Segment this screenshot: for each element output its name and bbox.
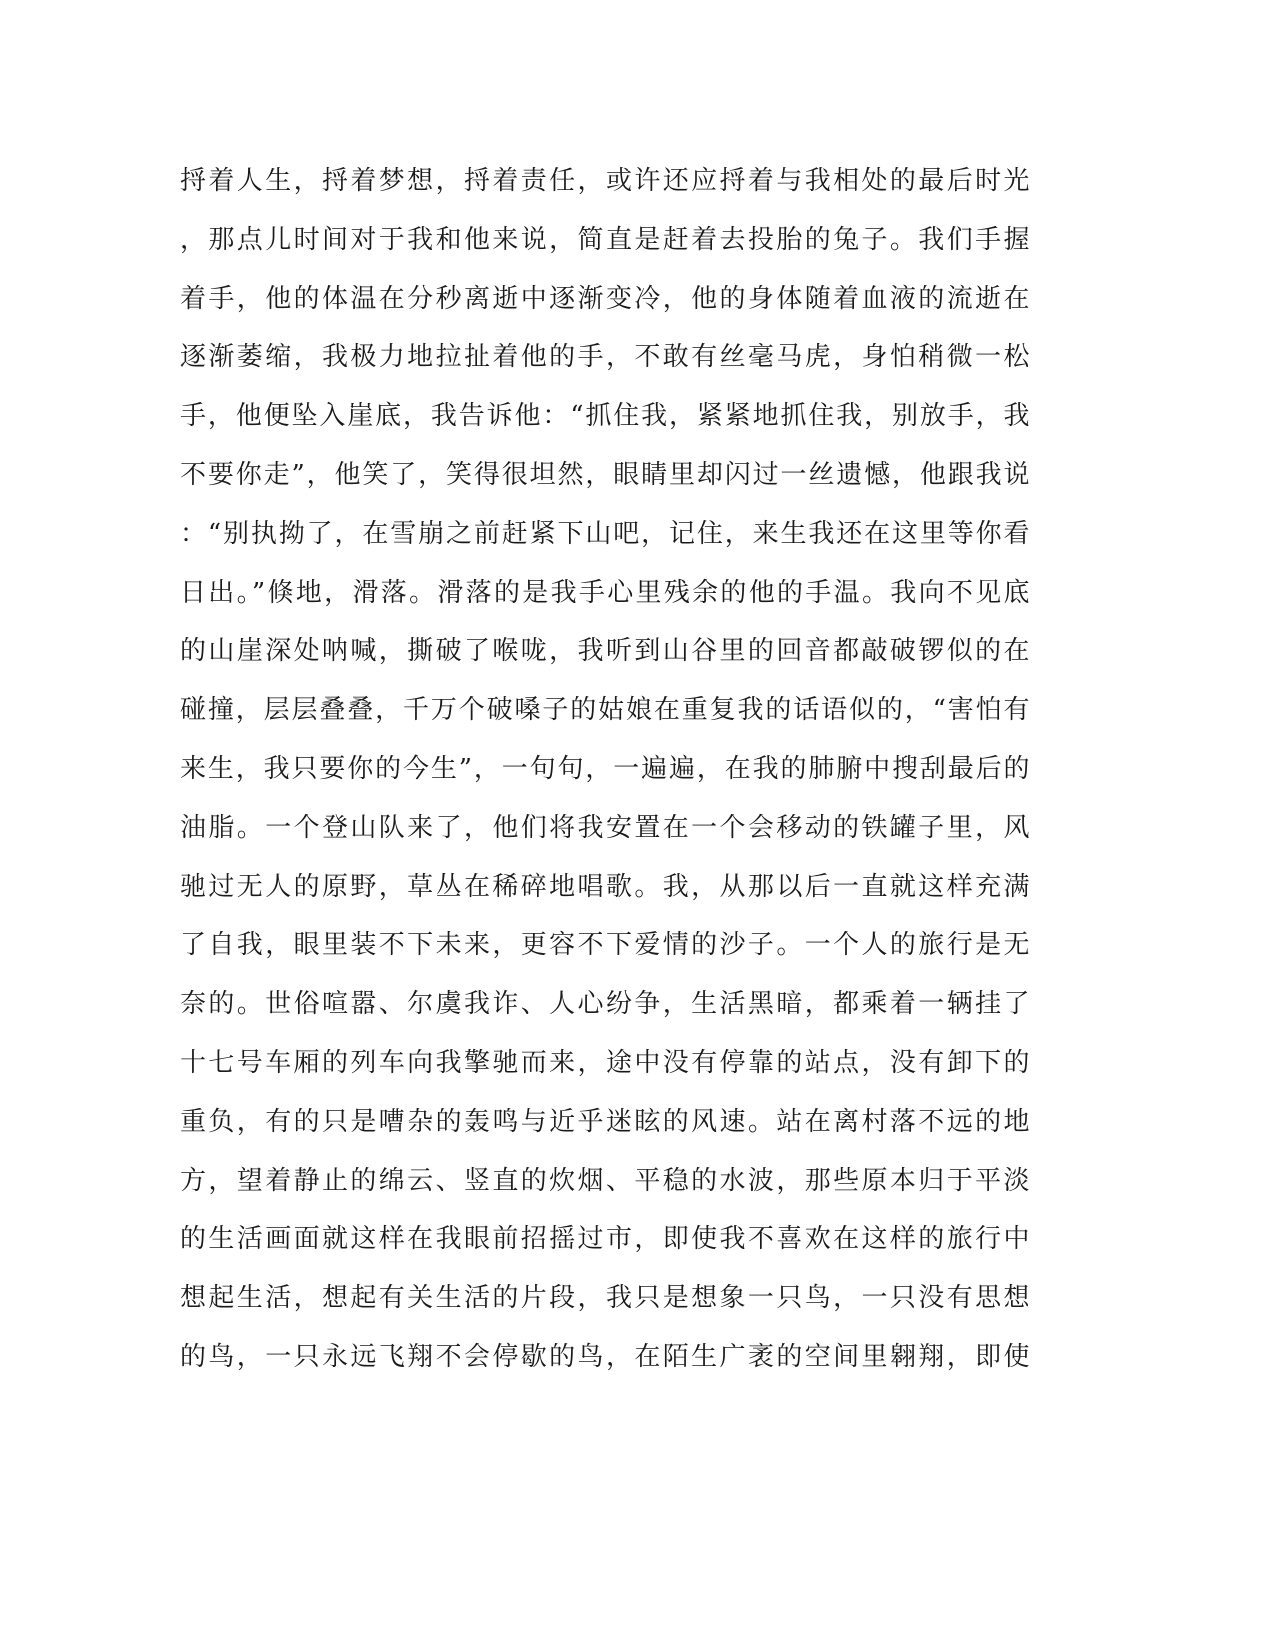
text-line: 重负，有的只是嘈杂的轰鸣与近乎迷眩的风速。站在离村落不远的地 [180, 1106, 1030, 1137]
text-line: 方，望着静止的绵云、竖直的炊烟、平稳的水波，那些原本归于平淡 [180, 1165, 1030, 1196]
text-line: 的生活画面就这样在我眼前招摇过市，即使我不喜欢在这样的旅行中 [180, 1224, 1030, 1255]
text-line: 的山崖深处呐喊，撕破了喉咙，我听到山谷里的回音都敲破锣似的在 [180, 636, 1030, 667]
text-line: ：“别执拗了，在雪崩之前赶紧下山吧，记住，来生我还在这里等你看 [180, 518, 1030, 549]
body-text [180, 152, 1030, 1387]
text-line: 日出。”倏地，滑落。滑落的是我手心里残余的他的手温。我向不见底 [180, 577, 1030, 608]
text-line: 逐渐萎缩，我极力地拉扯着他的手，不敢有丝毫马虎，身怕稍微一松 [180, 342, 1030, 373]
text-line: 十七号车厢的列车向我擎驰而来，途中没有停靠的站点，没有卸下的 [180, 1047, 1030, 1078]
text-line: 了自我，眼里装不下未来，更容不下爱情的沙子。一个人的旅行是无 [180, 930, 1030, 961]
text-line: 奈的。世俗喧嚣、尔虞我诈、人心纷争，生活黑暗，都乘着一辆挂了 [180, 989, 1030, 1020]
text-line: 捋着人生，捋着梦想，捋着责任，或许还应捋着与我相处的最后时光 [180, 166, 1030, 196]
text-line: 驰过无人的原野，草丛在稀碎地唱歌。我，从那以后一直就这样充满 [180, 871, 1030, 902]
text-line: 油脂。一个登山队来了，他们将我安置在一个会移动的铁罐子里，风 [180, 812, 1030, 843]
text-line: 的鸟，一只永远飞翔不会停歇的鸟，在陌生广袤的空间里翱翔，即使 [180, 1341, 1030, 1372]
text-line: 来生，我只要你的今生”，一句句，一遍遍，在我的肺腑中搜刮最后的 [180, 753, 1030, 784]
text-line: 着手，他的体温在分秒离逝中逐渐变冷，他的身体随着血液的流逝在 [180, 283, 1030, 314]
text-line: 手，他便坠入崖底，我告诉他：“抓住我，紧紧地抓住我，别放手，我 [180, 401, 1030, 432]
text-line: 不要你走”，他笑了，笑得很坦然，眼睛里却闪过一丝遗憾，他跟我说 [180, 459, 1030, 490]
text-line: ，那点儿时间对于我和他来说，简直是赶着去投胎的兔子。我们手握 [180, 224, 1030, 255]
text-line: 碰撞，层层叠叠，千万个破嗓子的姑娘在重复我的话语似的，“害怕有 [180, 695, 1030, 726]
text-line: 想起生活，想起有关生活的片段，我只是想象一只鸟，一只没有思想 [180, 1283, 1030, 1314]
